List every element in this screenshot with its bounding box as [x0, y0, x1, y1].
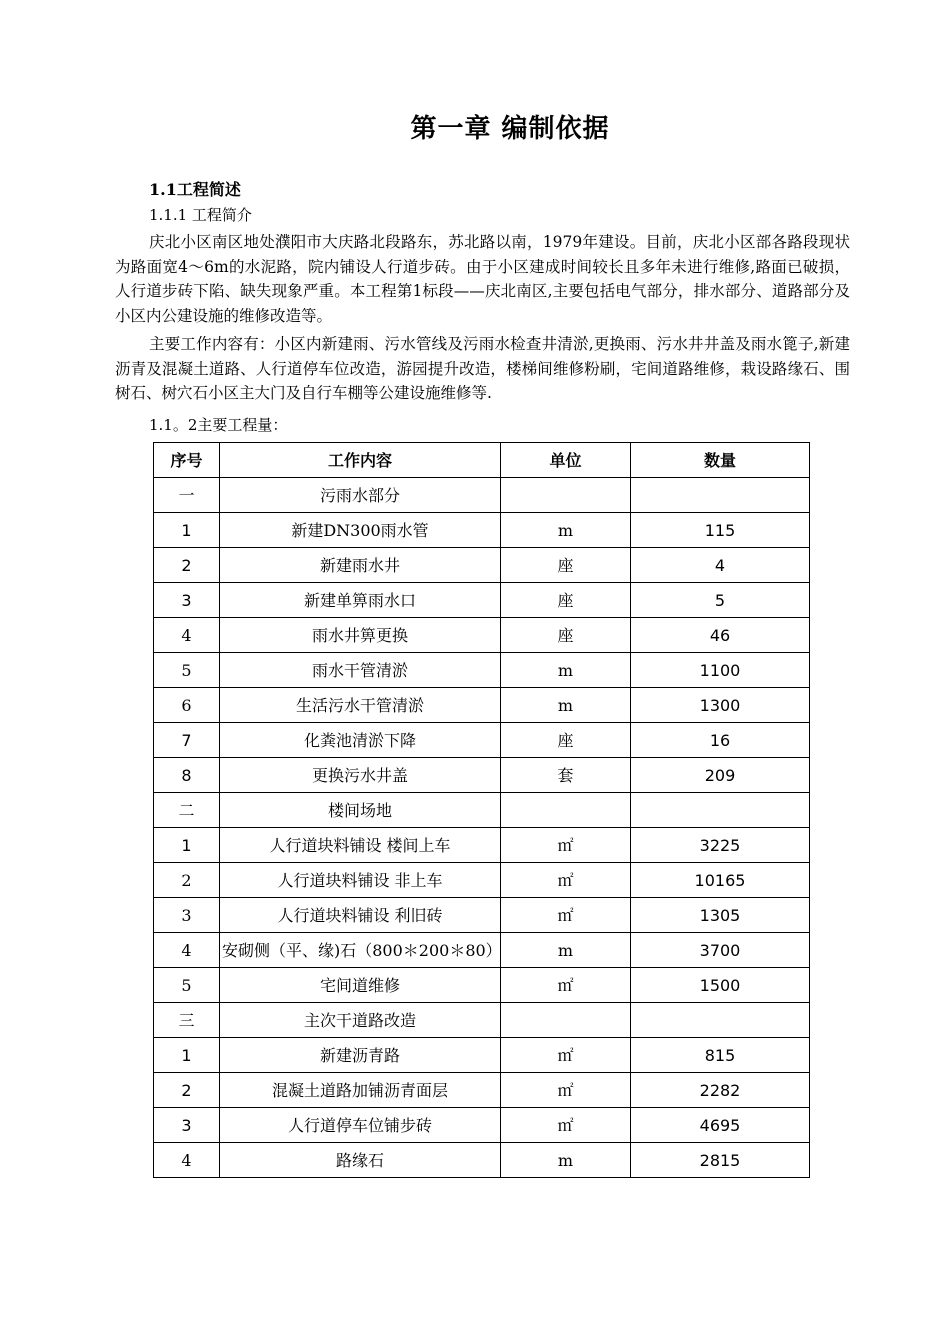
cell-content: 安砌侧（平、缘)石（800＊200＊80） — [220, 933, 501, 968]
table-row — [154, 863, 810, 898]
cell-no: 4 — [154, 1143, 220, 1178]
cell-no: 二 — [154, 793, 220, 828]
cell-qty: 4695 — [631, 1108, 810, 1143]
cell-qty: 3225 — [631, 828, 810, 863]
cell-qty: 1305 — [631, 898, 810, 933]
cell-qty — [631, 1003, 810, 1038]
cell-no: 5 — [154, 653, 220, 688]
cell-no: 6 — [154, 688, 220, 723]
table-row — [154, 758, 810, 793]
cell-qty: 1100 — [631, 653, 810, 688]
cell-content: 污雨水部分 — [220, 478, 501, 513]
cell-no: 三 — [154, 1003, 220, 1038]
cell-no: 一 — [154, 478, 220, 513]
cell-qty: 3700 — [631, 933, 810, 968]
cell-unit: 套 — [501, 758, 631, 793]
table-row — [154, 898, 810, 933]
table-row — [154, 723, 810, 758]
cell-content: 雨水干管清淤 — [220, 653, 501, 688]
cell-no: 4 — [154, 933, 220, 968]
table-body — [154, 478, 810, 1178]
section-heading: 1.1工程简述 — [149, 180, 241, 199]
table-row — [154, 1073, 810, 1108]
cell-unit — [501, 1003, 631, 1038]
cell-content: 宅间道维修 — [220, 968, 501, 1003]
cell-unit: ㎡ — [501, 863, 631, 898]
cell-content: 化粪池清淤下降 — [220, 723, 501, 758]
subsection-quantities: 1.1。2主要工程量： — [149, 416, 288, 434]
cell-content: 路缘石 — [220, 1143, 501, 1178]
cell-no: 8 — [154, 758, 220, 793]
table-row — [154, 513, 810, 548]
table-row — [154, 583, 810, 618]
cell-no: 2 — [154, 863, 220, 898]
table-row — [154, 1038, 810, 1073]
cell-no: 1 — [154, 828, 220, 863]
cell-qty: 115 — [631, 513, 810, 548]
cell-no: 7 — [154, 723, 220, 758]
cell-content: 雨水井箅更换 — [220, 618, 501, 653]
cell-qty: 2815 — [631, 1143, 810, 1178]
cell-content: 人行道块料铺设 非上车 — [220, 863, 501, 898]
cell-content: 新建雨水井 — [220, 548, 501, 583]
cell-unit: ㎡ — [501, 898, 631, 933]
cell-qty: 815 — [631, 1038, 810, 1073]
cell-qty: 10165 — [631, 863, 810, 898]
table-row — [154, 688, 810, 723]
cell-content: 人行道停车位铺步砖 — [220, 1108, 501, 1143]
overview-paragraph: 庆北小区南区地处濮阳市大庆路北段路东，苏北路以南，1979年建设。目前，庆北小区部各路段现状为路面宽4～6m的水泥路，院内铺设人行道步砖。由于小区建成时间较长且多年未进行维修,路面已破损，人行道步砖下陷、缺失现象严重。本工程第1标段——庆北南区,主要包括电气部分，排水部分、道路部分及小区内公建设施的维修改造等。 — [115, 233, 850, 325]
subsection-overview: 1.1.1 工程简介 — [149, 206, 252, 224]
cell-unit — [501, 478, 631, 513]
cell-no: 1 — [154, 513, 220, 548]
table-group-row — [154, 793, 810, 828]
cell-unit: ㎡ — [501, 968, 631, 1003]
cell-unit: m — [501, 933, 631, 968]
header-qty: 数量 — [631, 443, 810, 478]
cell-unit: ㎡ — [501, 1108, 631, 1143]
table-row — [154, 933, 810, 968]
cell-content: 新建沥青路 — [220, 1038, 501, 1073]
cell-content: 新建单箅雨水口 — [220, 583, 501, 618]
cell-unit: m — [501, 653, 631, 688]
cell-content: 人行道块料铺设 楼间上车 — [220, 828, 501, 863]
cell-qty: 4 — [631, 548, 810, 583]
table-group-row — [154, 1003, 810, 1038]
cell-unit: 座 — [501, 583, 631, 618]
cell-no: 2 — [154, 1073, 220, 1108]
cell-qty: 1500 — [631, 968, 810, 1003]
cell-qty: 16 — [631, 723, 810, 758]
cell-no: 3 — [154, 1108, 220, 1143]
header-content: 工作内容 — [220, 443, 501, 478]
cell-unit: ㎡ — [501, 1073, 631, 1108]
cell-content: 楼间场地 — [220, 793, 501, 828]
cell-qty: 209 — [631, 758, 810, 793]
cell-content: 更换污水井盖 — [220, 758, 501, 793]
cell-qty: 2282 — [631, 1073, 810, 1108]
cell-no: 4 — [154, 618, 220, 653]
cell-content: 混凝土道路加铺沥青面层 — [220, 1073, 501, 1108]
cell-no: 3 — [154, 898, 220, 933]
cell-content: 人行道块料铺设 利旧砖 — [220, 898, 501, 933]
table-row — [154, 828, 810, 863]
quantities-table — [153, 442, 810, 1178]
cell-unit: m — [501, 1143, 631, 1178]
table-group-row — [154, 478, 810, 513]
cell-no: 1 — [154, 1038, 220, 1073]
cell-content: 生活污水干管清淤 — [220, 688, 501, 723]
cell-content: 新建DN300雨水管 — [220, 513, 501, 548]
table-row — [154, 1143, 810, 1178]
work-scope-paragraph: 主要工作内容有：小区内新建雨、污水管线及污雨水检查井清淤,更换雨、污水井井盖及雨水篦子,新建沥青及混凝土道路、人行道停车位改造，游园提升改造，楼梯间维修粉刷，宅间道路维修，栽设路缘石、围树石、树穴石小区主大门及自行车棚等公建设施维修等. — [115, 335, 850, 402]
cell-unit: m — [501, 688, 631, 723]
table-header-row — [154, 443, 810, 478]
table-row — [154, 653, 810, 688]
cell-unit: 座 — [501, 548, 631, 583]
header-no: 序号 — [154, 443, 220, 478]
cell-no: 5 — [154, 968, 220, 1003]
cell-content: 主次干道路改造 — [220, 1003, 501, 1038]
cell-unit — [501, 793, 631, 828]
cell-unit: ㎡ — [501, 1038, 631, 1073]
cell-qty — [631, 793, 810, 828]
table-row — [154, 548, 810, 583]
chapter-title: 第一章 编制依据 — [410, 114, 610, 144]
cell-qty: 1300 — [631, 688, 810, 723]
cell-qty: 46 — [631, 618, 810, 653]
cell-no: 3 — [154, 583, 220, 618]
table-row — [154, 618, 810, 653]
header-unit: 单位 — [501, 443, 631, 478]
cell-unit: ㎡ — [501, 828, 631, 863]
table-row — [154, 968, 810, 1003]
cell-unit: 座 — [501, 618, 631, 653]
cell-no: 2 — [154, 548, 220, 583]
cell-unit: m — [501, 513, 631, 548]
cell-qty: 5 — [631, 583, 810, 618]
table-row — [154, 1108, 810, 1143]
cell-qty — [631, 478, 810, 513]
cell-unit: 座 — [501, 723, 631, 758]
